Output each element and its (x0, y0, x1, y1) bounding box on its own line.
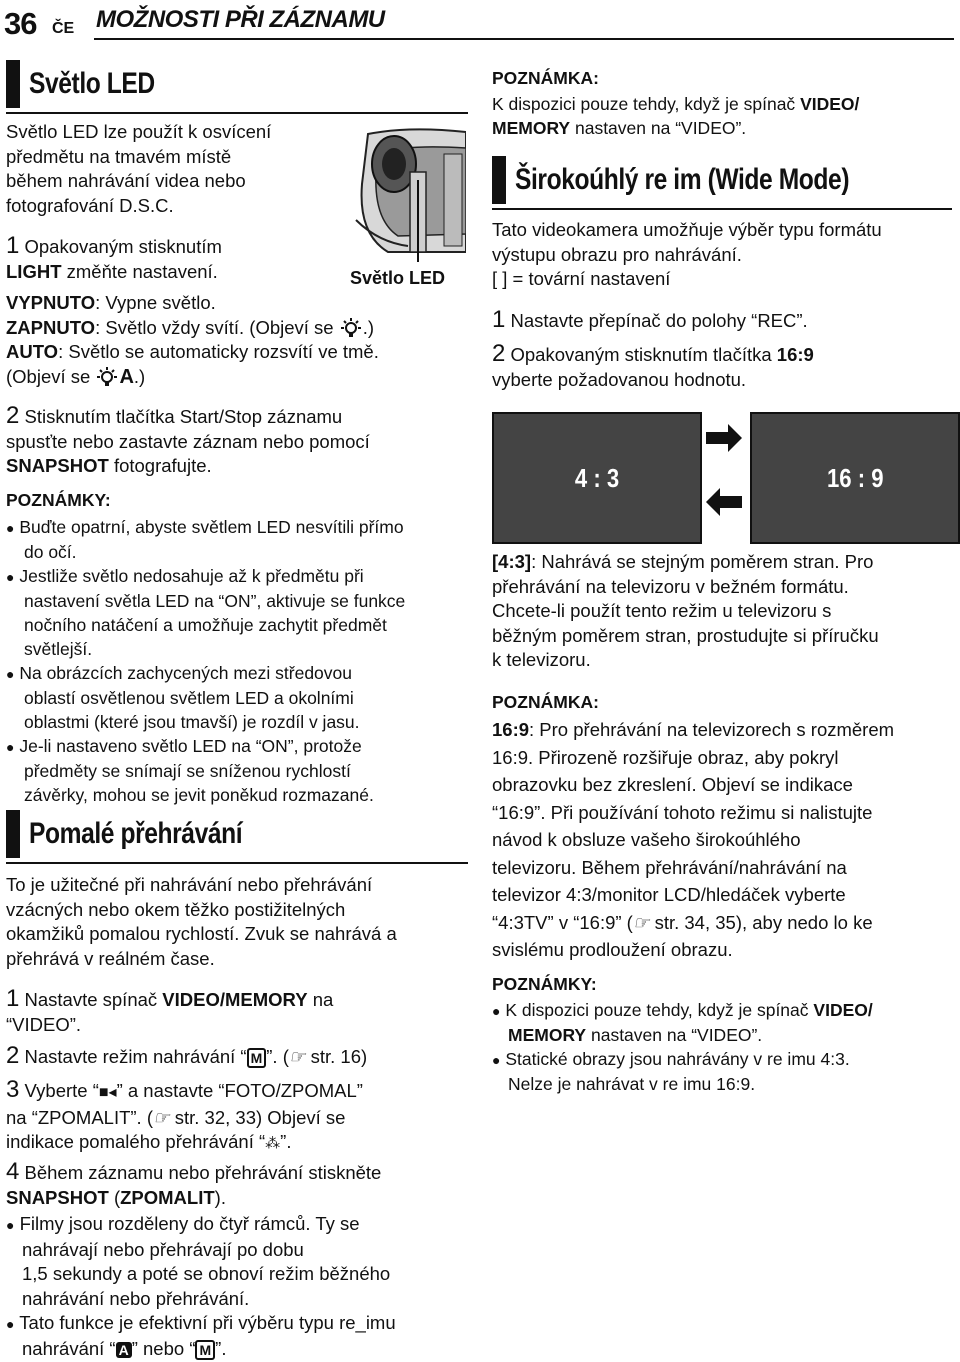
wide-desc: [4:3]: Nahrává se stejným poměrem stran. Pro přehrávání na televizoru v bežném formátu. Chcete-li použít tento režim u televizoru s běžným poměrem stran, prostudujte si příručku k televizoru. (492, 551, 879, 670)
section-title: Pomalé přehrávání (29, 817, 243, 850)
list-item: ● Buďte opatrní, abyste světlem LED nesvítili přímo do očí. (6, 517, 404, 562)
led-options: VYPNUTO: Vypne světlo. ZAPNUTO: Světlo vždy svítí. (Objeví se .) AUTO: Světlo se automaticky rozsvítí ve tmě. (Objeví se A.) (6, 292, 379, 388)
list-item: ● Je-li nastaveno světlo LED na “ON”, protože předměty se snímají se sníženou rychlostí závěrky, mohou se jevit poněkud rozmazané. (6, 736, 374, 805)
section-led-heading (6, 60, 182, 108)
section-title: Širokoúhlý re im (Wide Mode) (515, 163, 850, 196)
switch-arrows (704, 424, 744, 524)
list-item: ● Filmy jsou rozděleny do čtyř rámců. Ty se nahrávají nebo přehrávají po dobu 1,5 sekundy a poté se obnoví režim běžného nahrávání nebo přehrávání. (6, 1213, 391, 1309)
camcorder-illustration (348, 124, 466, 262)
section-rule (6, 112, 468, 114)
slow-intro: To je užitečné při nahrávání nebo přehrávání vzácných nebo okem těžko postižitelných okamžiků pomalou rychlostí. Zvuk se nahrává a přehrává v reálném čase. (6, 874, 397, 969)
list-item: ● Tato funkce je efektivní při výběru typu re_imu nahrávání “ A ” nebo “ M ”. (6, 1312, 396, 1359)
header-rule (94, 38, 954, 40)
manual-mode-icon: M (195, 1340, 215, 1360)
light-on-icon (339, 318, 363, 338)
wide-notes-list (492, 998, 873, 1096)
led-notes-list (6, 515, 476, 807)
section-rule (492, 208, 952, 210)
heading-bar (6, 810, 20, 858)
led-notes-title: POZNÁMKY: (6, 490, 111, 510)
slow-bullets (6, 1212, 476, 1362)
wide-notes-title: POZNÁMKY: (492, 974, 597, 994)
arrow-right-icon (706, 424, 742, 452)
page-number: 36 (4, 6, 37, 41)
slow-step-4: 4 Během záznamu nebo přehrávání stiskněte SNAPSHOT (ZPOMALIT). (6, 1158, 382, 1208)
wide-step-2: 2 Opakovaným stisknutím tlačítka 16:9 vyberte požadovanou hodnotu. (492, 340, 814, 390)
list-item: ● Statické obrazy jsou nahrávány v re imu 4:3. Nelze je nahrávat v re imu 16:9. (492, 1049, 850, 1094)
screen-16-9: 16 : 9 (750, 412, 960, 544)
section-rule (6, 862, 468, 864)
list-item: ● K dispozici pouze tehdy, když je spínač VIDEO/ MEMORY nastaven na “VIDEO”. (492, 1000, 873, 1045)
slow-step-3: 3 Vyberte “■◂” a nastavte “FOTO/ZPOMAL” na “ZPOMALIT”. (☞ str. 32, 33) Objeví se indikace pomalého přehrávání “⁂”. (6, 1076, 363, 1152)
slow-step-1: 1 Nastavte spínač VIDEO/MEMORY na “VIDEO”. (6, 985, 334, 1035)
manual-mode-icon: M (247, 1048, 267, 1068)
led-step-2: 2 Stisknutím tlačítka Start/Stop záznamu spusťte nebo zastavte záznam nebo pomocí SNAPSHOT fotografujte. (6, 402, 370, 476)
page-ref-icon: ☞ (288, 1046, 306, 1067)
screen-4-3: 4 : 3 (492, 412, 702, 544)
right-note-title: POZNÁMKA: (492, 68, 599, 88)
heading-bar (6, 60, 20, 108)
arrow-left-icon (706, 488, 742, 516)
language-code: ČE (52, 20, 75, 37)
section-title: Světlo LED (29, 67, 155, 100)
led-step-1: 1 Opakovaným stisknutím LIGHT změňte nastavení. (6, 232, 222, 282)
section-slow-heading (6, 810, 289, 858)
light-auto-icon (95, 367, 119, 387)
list-item: ● Na obrázcích zachycených mezi středovou oblastí osvětlenou světlem LED a okolními oblastmi (které jsou tmavší) je rozdíl v jasu. (6, 663, 360, 732)
wide-note-text: 16:9: Pro přehrávání na televizorech s rozměrem 16:9. Přirozeně rozšiřuje obraz, aby pokryl obrazovku bez zkreslení. Objeví se indikace “16:9”. Při používání tohoto režimu si nalistujte návod k obsluze vašeho širokoúhlého televizoru. Během přehrávání/nahrávání na televizor 4:3/monitor LCD/hledáček vyberte “4:3TV” v “16:9” (☞ str. 34, 35), aby nedo lo ke svislému prodloužení obrazu. (492, 719, 895, 960)
wide-step-1: 1 Nastavte přepínač do polohy “REC”. (492, 306, 808, 333)
section-wide-heading (492, 156, 922, 204)
right-note-text: K dispozici pouze tehdy, když je spínač VIDEO/ MEMORY nastaven na “VIDEO”. (492, 94, 860, 138)
led-intro: Světlo LED lze použít k osvícení předmětu na tmavém místě během nahrávání videa nebo fotografování D.S.C. (6, 121, 272, 216)
led-image-label: Světlo LED (350, 268, 446, 288)
slow-playback-icon: ⁂ (265, 1135, 281, 1152)
page-ref-icon: ☞ (632, 911, 650, 933)
page-title: MOŽNOSTI PŘI ZÁZNAMU (96, 6, 385, 33)
heading-bar (492, 156, 506, 204)
auto-mode-icon: A (116, 1342, 132, 1358)
video-camera-icon: ■◂ (98, 1084, 117, 1101)
wide-note-title: POZNÁMKA: (492, 692, 599, 712)
list-item: ● Jestliže světlo nedosahuje až k předmětu při nastavení světla LED na “ON”, aktivuje se funkce nočního natáčení a umožňuje zachytit předmět světlejší. (6, 566, 406, 659)
slow-step-2: 2 Nastavte režim nahrávání “ M ”. (☞ str. 16) (6, 1042, 368, 1069)
page-ref-icon: ☞ (153, 1106, 170, 1128)
wide-intro: Tato videokamera umožňuje výběr typu formátu výstupu obrazu pro nahrávání. [ ] = tovární nastavení (492, 219, 882, 289)
